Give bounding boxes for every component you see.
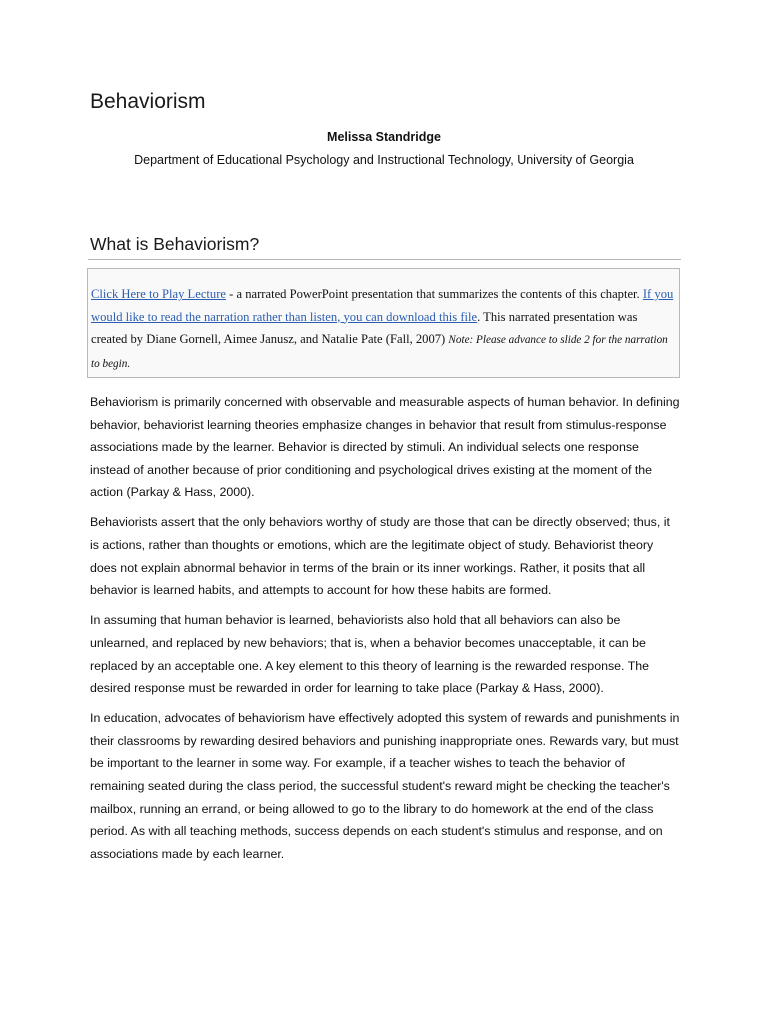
download-narration-link[interactable]: If you would like to read the narration rather than listen, you can download this file	[91, 287, 674, 324]
section-heading: What is Behaviorism?	[90, 234, 260, 254]
paragraph: In education, advocates of behaviorism have effectively adopted this system of rewards and punishments in their classrooms by rewarding desired behaviors and punishing inappropriate ones. Rewards vary, but must be important to the learner in some way. For example, if a teacher wishes to teach the behavior of remaining seated during the class period, the successful student's reward might be checking the teacher's mailbox, running an errand, or being allowed to go to the library to do homework at the end of the class period. As with all teaching methods, success depends on each student's stimulus and response, and on associations made by each learner.	[90, 711, 680, 861]
lecture-note: Note: Please advance to slide 2 for the narration to begin.	[91, 334, 668, 370]
paragraph: Behaviorists assert that the only behaviors worthy of study are those that can be directly observed; thus, it is actions, rather than thoughts or emotions, which are the legitimate object of study. Behaviorist theory does not explain abnormal behavior in terms of the brain or its inner workings. Rather, it posits that all behavior is learned habits, and attempts to account for how these habits are formed.	[90, 515, 670, 598]
lecture-description-text: - a narrated PowerPoint presentation that summarizes the contents of this chapter.	[225, 287, 643, 301]
author-affiliation: Department of Educational Psychology and Instructional Technology, University of Georgia	[134, 153, 634, 167]
lecture-info-box	[87, 268, 680, 378]
author-name: Melissa Standridge	[327, 130, 441, 144]
article-body	[90, 391, 682, 873]
lecture-credits-text: . This narrated presentation was created by Diane Gornell, Aimee Janusz, and Natalie Pate (Fall, 2007)	[91, 309, 638, 346]
section-divider	[88, 259, 681, 260]
paragraph: Behaviorism is primarily concerned with observable and measurable aspects of human behavior. In defining behavior, behaviorist learning theories emphasize changes in behavior that result from stimulus-response associations made by the learner. Behavior is directed by stimuli. An individual selects one response instead of another because of prior conditioning and psychological drives existing at the moment of the action (Parkay & Hass, 2000).	[90, 395, 680, 500]
paragraph: In assuming that human behavior is learned, behaviorists also hold that all behaviors can also be unlearned, and replaced by new behaviors; that is, when a behavior becomes unacceptable, it can be replaced by an acceptable one. A key element to this theory of learning is the rewarded response. The desired response must be rewarded in order for learning to take place (Parkay & Hass, 2000).	[90, 613, 650, 696]
page-title: Behaviorism	[90, 90, 206, 113]
play-lecture-link[interactable]: Click Here to Play Lecture	[91, 287, 226, 301]
